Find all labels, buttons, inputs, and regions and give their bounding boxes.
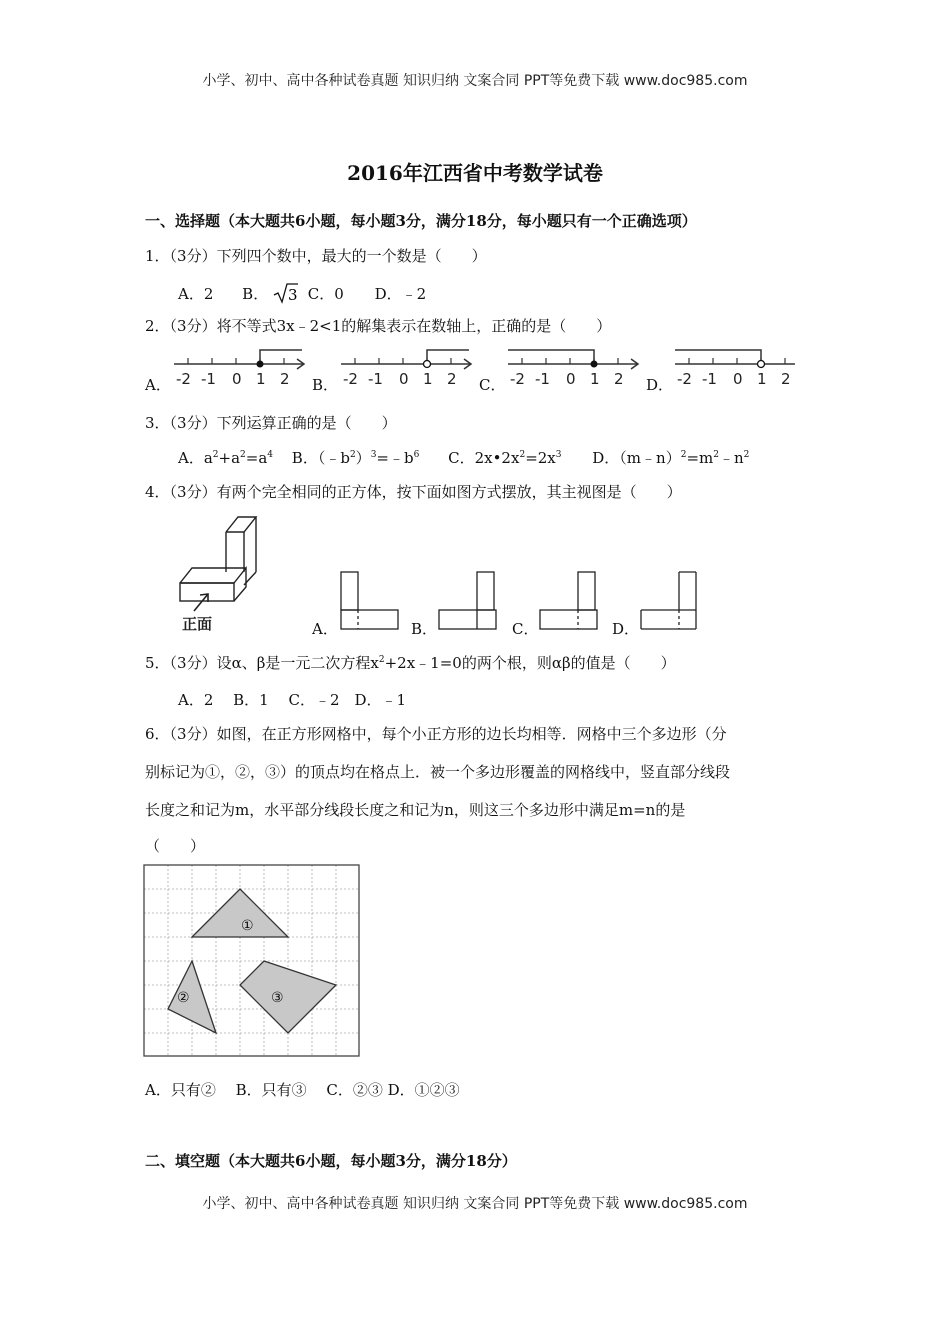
tick-label: 0 (733, 370, 743, 388)
tick-label: -2 (677, 370, 692, 388)
front-label: 正面 (182, 615, 213, 633)
sqrt-icon (273, 282, 299, 304)
q5-stem: 5．（3分）设α、β是一元二次方程$x^2+2x﹣1=0$的两个根，则αβ的值是（ ） (145, 654, 676, 672)
page-header: 小学、初中、高中各种试卷真题 知识归纳 文案合同 PPT等免费下载 www.doc985.com (202, 73, 748, 89)
q1-sqrt-value: 3 (287, 286, 298, 304)
section-2-heading: 二、填空题（本大题共6小题，每小题3分，满分18分） (145, 1152, 517, 1170)
q1-option-a: A．2 (178, 285, 214, 303)
tick-label: 2 (614, 370, 624, 388)
tick-label: 1 (423, 370, 433, 388)
q3-option-d: D．$(m﹣n)^2=m^2﹣n^2$ (592, 449, 750, 467)
tick-label: -1 (535, 370, 550, 388)
q4-label-a: A． (312, 620, 338, 638)
q6-line-2: 别标记为①，②，③）的顶点均在格点上．被一个多边形覆盖的网格线中，竖直部分线段 (145, 763, 731, 781)
tick-label: -2 (343, 370, 358, 388)
tick-label: -1 (201, 370, 216, 388)
tick-label: -1 (702, 370, 717, 388)
tick-label: 1 (256, 370, 266, 388)
tick-label: 0 (232, 370, 242, 388)
q4-label-b: B． (411, 620, 438, 638)
grid-lines (144, 865, 359, 1056)
number-line-c (504, 344, 644, 390)
q5-options: A．2 B．1 C．﹣2 D．﹣1 (178, 691, 407, 709)
q2-label-a: A． (145, 376, 171, 394)
q6-line-1: 6．（3分）如图，在正方形网格中，每个小正方形的边长均相等．网格中三个多边形（分 (145, 725, 727, 743)
number-line-d (671, 344, 811, 390)
grid-figure (142, 863, 362, 1059)
number-line-b (337, 344, 477, 390)
q3-option-c: C．$2x•2x^2=2x^3$ (448, 449, 562, 467)
q1-option-c: C．0 (307, 285, 344, 303)
q4-label-c: C． (512, 620, 539, 638)
page-title: 2016年江西省中考数学试卷 (347, 161, 603, 185)
tick-label: 1 (590, 370, 600, 388)
q4-stem: 4．（3分）有两个完全相同的正方体，按下面如图方式摆放，其主视图是（ ） (145, 483, 682, 501)
polygon-3-label: ③ (271, 990, 284, 1006)
q2-label-c: C． (479, 376, 506, 394)
q6-line-3: 长度之和记为m，水平部分线段长度之和记为n，则这三个多边形中满足m=n的是 (145, 801, 686, 819)
polygon-2-label: ② (177, 990, 190, 1006)
q3-options (178, 447, 749, 468)
tick-label: 2 (781, 370, 791, 388)
q1-options (178, 282, 426, 304)
view-a (339, 570, 401, 632)
view-d (639, 570, 701, 632)
q3-stem: 3．（3分）下列运算正确的是（ ） (145, 414, 397, 432)
q2-label-d: D． (646, 376, 674, 394)
q1-option-d: D．﹣2 (374, 285, 427, 303)
q6-options: A．只有② B．只有③ C．②③ D．①②③ (145, 1081, 460, 1099)
tick-label: 2 (447, 370, 457, 388)
cubes-figure (172, 510, 282, 635)
tick-label: 1 (757, 370, 767, 388)
q3-option-a: A．$a^2+a^2=a^4$ (178, 449, 274, 467)
q3-option-b: B．$(﹣b^2)^3=﹣b^6$ (291, 449, 420, 467)
page-footer: 小学、初中、高中各种试卷真题 知识归纳 文案合同 PPT等免费下载 www.doc985.com (202, 1196, 748, 1212)
view-c (538, 570, 600, 632)
q4-label-d: D． (612, 620, 640, 638)
tick-label: 0 (566, 370, 576, 388)
polygon-3 (240, 961, 336, 1033)
section-1-heading: 一、选择题（本大题共6小题，每小题3分，满分18分，每小题只有一个正确选项） (145, 212, 697, 230)
view-b (437, 570, 499, 632)
q1-stem: 1．（3分）下列四个数中，最大的一个数是（ ） (145, 247, 487, 265)
tick-label: 0 (399, 370, 409, 388)
tick-label: -2 (176, 370, 191, 388)
q2-label-b: B． (312, 376, 339, 394)
tick-label: 2 (280, 370, 290, 388)
q1-option-b-label: B． (242, 285, 269, 303)
q6-line-4: （ ） (145, 837, 206, 855)
q2-stem: 2．（3分）将不等式3x﹣2<1的解集表示在数轴上，正确的是（ ） (145, 317, 612, 335)
tick-label: -1 (368, 370, 383, 388)
tick-label: -2 (510, 370, 525, 388)
polygon-1-label: ① (241, 918, 254, 934)
number-line-a (170, 344, 310, 390)
